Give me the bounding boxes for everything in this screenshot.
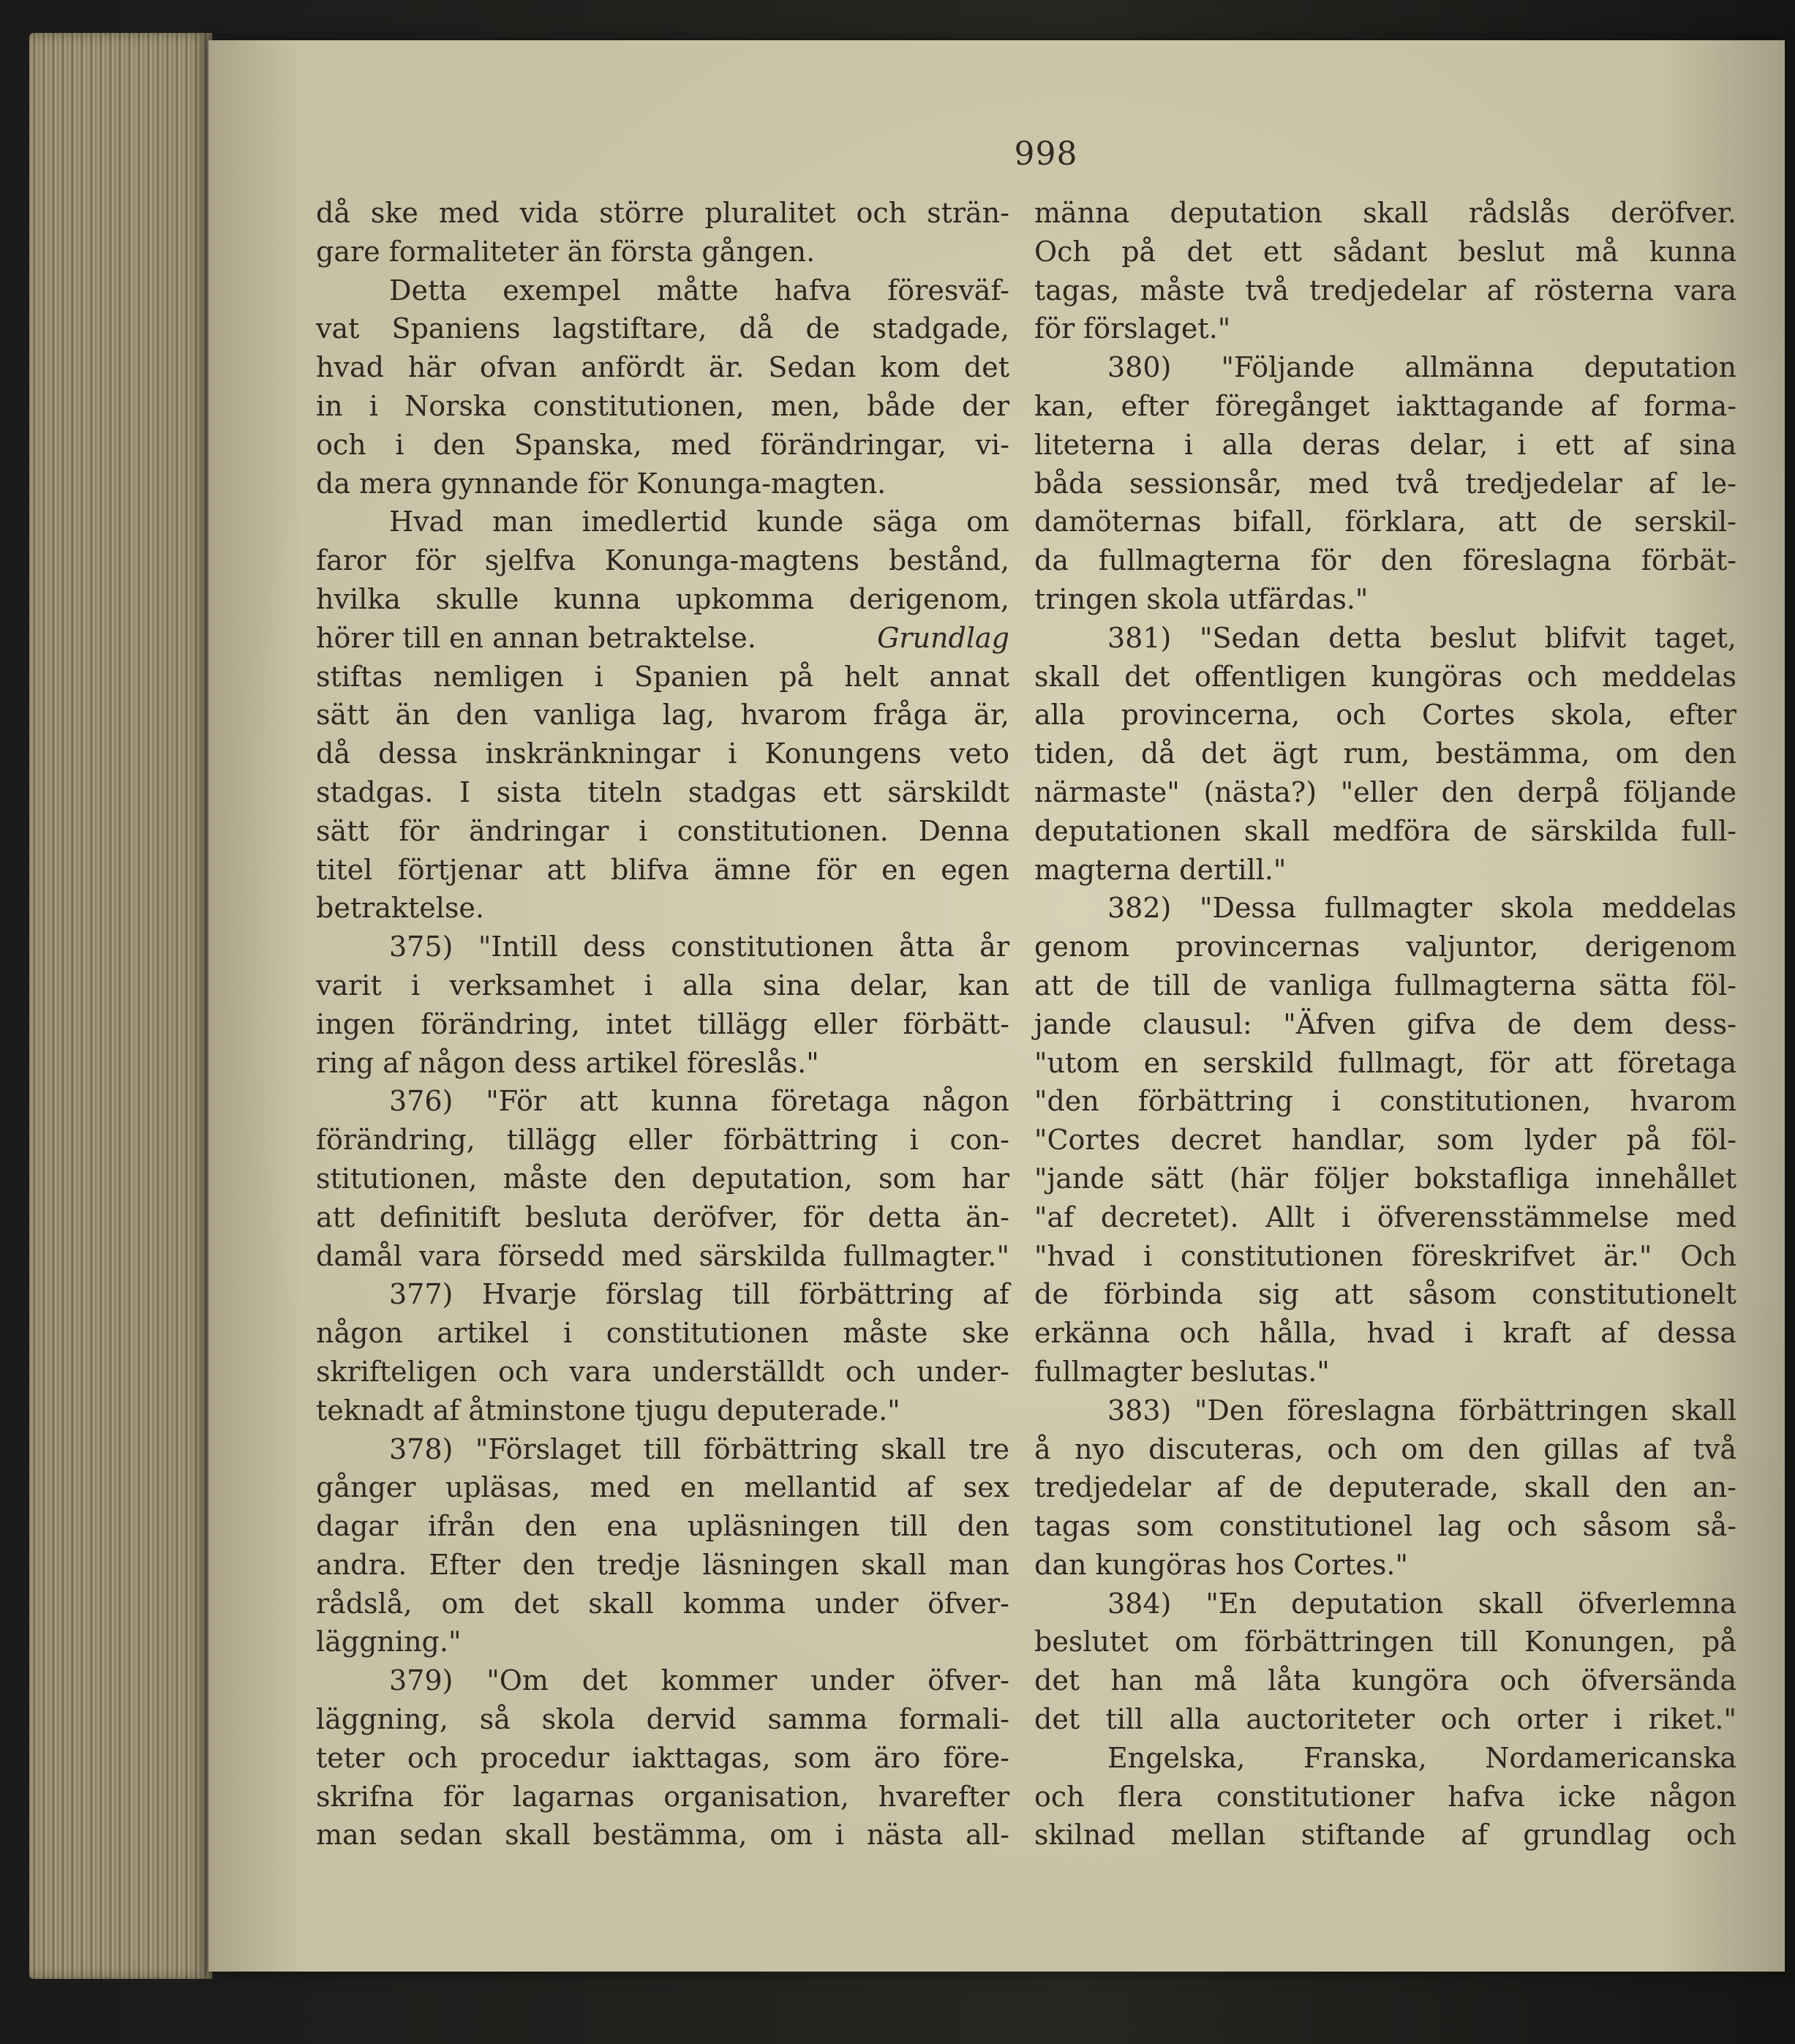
text-line: Och på det ett sådant beslut må kunna <box>1034 235 1736 268</box>
text-line: gånger upläsas, med en mellantid af sex <box>316 1471 1009 1504</box>
text-line: "hvad i constitutionen föreskrifvet är." Och <box>1034 1239 1736 1272</box>
text-line: man sedan skall bestämma, om i nästa all- <box>316 1819 1009 1852</box>
text-line: då dessa inskränkningar i Konungens veto <box>316 737 1009 770</box>
text-line: hvad här ofvan anfördt är. Sedan kom det <box>316 351 1009 384</box>
text-line: andra. Efter den tredje läsningen skall man <box>316 1548 1009 1581</box>
text-line: tiden, då det ägt rum, bestämma, om den <box>1034 737 1736 770</box>
text-line: da mera gynnande för Konunga-magten. <box>316 467 887 500</box>
text-line: sätt för ändringar i constitutionen. Denna <box>316 814 1009 847</box>
text-line: 383) "Den föreslagna förbättringen skall <box>1107 1394 1736 1427</box>
text-line: tagas som constitutionel lag och såsom så- <box>1034 1510 1736 1543</box>
text-line: 377) Hvarje förslag till förbättring af <box>389 1278 1009 1311</box>
book-spine-edge <box>29 33 212 1979</box>
right-text-column <box>1034 194 1736 1855</box>
text-line: dan kungöras hos Cortes." <box>1034 1548 1408 1581</box>
text-line: ingen förändring, intet tillägg eller förbätt- <box>316 1007 1009 1040</box>
text-line: skrifteligen och vara underställdt och under- <box>316 1355 1009 1388</box>
text-line: läggning, så skola dervid samma formali- <box>316 1703 1009 1736</box>
text-line: damål vara försedd med särskilda fullmagter." <box>316 1239 1009 1272</box>
text-line: genom provincernas valjuntor, derigenom <box>1034 931 1736 963</box>
text-line: betraktelse. <box>316 892 484 925</box>
text-line <box>316 619 1009 658</box>
text-line: da fullmagterna för den föreslagna förbät- <box>1034 544 1736 577</box>
text-line: 379) "Om det kommer under öfver- <box>389 1664 1009 1697</box>
text-line: teknadt af åtminstone tjugu deputerade." <box>316 1394 900 1427</box>
text-line: vat Spaniens lagstiftare, då de stadgade, <box>316 312 1009 345</box>
text-line: "den förbättring i constitutionen, hvarom <box>1034 1085 1736 1118</box>
text-line: stitutionen, måste den deputation, som har <box>316 1162 1009 1195</box>
text-line: skrifna för lagarnas organisation, hvarefter <box>316 1780 1009 1813</box>
text-line: båda sessionsår, med två tredjedelar af le- <box>1034 467 1736 500</box>
text-line: 381) "Sedan detta beslut blifvit taget, <box>1107 621 1736 654</box>
text-line: deputationen skall medföra de särskilda full- <box>1034 814 1736 847</box>
text-line: magterna dertill." <box>1034 853 1287 886</box>
text-line: dagar ifrån den ena upläsningen till den <box>316 1510 1009 1543</box>
text-line: rådslå, om det skall komma under öfver- <box>316 1587 1009 1620</box>
text-line: "utom en serskild fullmagt, för att företaga <box>1034 1046 1736 1079</box>
text-line: beslutet om förbättringen till Konungen, på <box>1034 1626 1736 1658</box>
text-line: stadgas. I sista titeln stadgas ett särskildt <box>316 775 1009 808</box>
text-line: å nyo discuteras, och om den gillas af två <box>1034 1432 1736 1465</box>
text-line: 380) "Följande allmänna deputation <box>1107 351 1736 384</box>
text-line: tredjedelar af de deputerade, skall den an- <box>1034 1471 1736 1504</box>
text-line: erkänna och hålla, hvad i kraft af dessa <box>1034 1317 1736 1350</box>
text-line: kan, efter föregånget iakttagande af forma- <box>1034 389 1736 422</box>
text-line: skilnad mellan stiftande af grundlag och <box>1034 1819 1736 1852</box>
text-line: 382) "Dessa fullmagter skola meddelas <box>1107 892 1736 925</box>
text-line: läggning." <box>316 1626 462 1658</box>
text-line: att de till de vanliga fullmagterna sätta föl- <box>1034 969 1736 1002</box>
text-line: och flera constitutioner hafva icke någon <box>1034 1780 1736 1813</box>
text-line: för förslaget." <box>1034 312 1231 345</box>
text-line: damöternas bifall, förklara, att de serskil- <box>1034 506 1736 538</box>
text-line: Engelska, Franska, Nordamericanska <box>1107 1741 1736 1774</box>
text-line: 384) "En deputation skall öfverlemna <box>1107 1587 1736 1620</box>
text-line: faror för sjelfva Konunga-magtens bestånd, <box>316 544 1009 577</box>
text-line: då ske med vida större pluralitet och strän- <box>316 197 1009 229</box>
text-line: någon artikel i constitutionen måste ske <box>316 1317 1009 1350</box>
text-line: 376) "För att kunna företaga någon <box>389 1085 1009 1118</box>
text-line: förändring, tillägg eller förbättring i con- <box>316 1124 1009 1157</box>
text-line: ring af någon dess artikel föreslås." <box>316 1046 819 1079</box>
text-line: sätt än den vanliga lag, hvarom fråga är, <box>316 699 1009 732</box>
text-line: tringen skola utfärdas." <box>1034 582 1369 615</box>
text-line: de förbinda sig att såsom constitutionelt <box>1034 1278 1736 1311</box>
text-line: och i den Spanska, med förändringar, vi- <box>316 428 1009 461</box>
text-line: jande clausul: "Äfven gifva de dem dess- <box>1034 1007 1736 1040</box>
text-line: "jande sätt (här följer bokstafliga innehållet <box>1034 1162 1736 1195</box>
text-line: skall det offentligen kungöras och meddelas <box>1034 660 1736 693</box>
text-line: Hvad man imedlertid kunde säga om <box>389 506 1009 538</box>
text-line: titel förtjenar att blifva ämne för en egen <box>316 853 1009 886</box>
italic-word: Grundlag <box>877 621 1009 654</box>
text-line: gare formaliteter än första gången. <box>316 235 816 268</box>
text-line: 378) "Förslaget till förbättring skall tre <box>389 1432 1009 1465</box>
text-line: in i Norska constitutionen, men, både der <box>316 389 1009 422</box>
text-line: "Cortes decret handlar, som lyder på föl- <box>1034 1124 1736 1157</box>
text-line: 375) "Intill dess constitutionen åtta år <box>389 931 1009 963</box>
text-line: fullmagter beslutas." <box>1034 1355 1330 1388</box>
page-number: 998 <box>1014 135 1078 173</box>
text-line: tagas, måste två tredjedelar af rösterna vara <box>1034 274 1736 307</box>
text-line: stiftas nemligen i Spanien på helt annat <box>316 660 1009 693</box>
text-line: hvilka skulle kunna upkomma derigenom, <box>316 582 1009 615</box>
text-line: närmaste" (nästa?) "eller den derpå följande <box>1034 775 1736 808</box>
text-line: liteterna i alla deras delar, i ett af sina <box>1034 428 1736 461</box>
text-line: varit i verksamhet i alla sina delar, kan <box>316 969 1009 1002</box>
text-line: det till alla auctoriteter och orter i riket." <box>1034 1703 1736 1736</box>
text-line: att definitift besluta deröfver, för detta än- <box>316 1201 1009 1233</box>
text-line: det han må låta kungöra och öfversända <box>1034 1664 1736 1697</box>
text-line: männa deputation skall rådslås deröfver. <box>1034 197 1736 229</box>
text-line: Detta exempel måtte hafva föresväf- <box>389 274 1009 307</box>
text-line: alla provincerna, och Cortes skola, efter <box>1034 699 1736 732</box>
left-text-column <box>316 194 1009 1855</box>
text-line: teter och procedur iakttagas, som äro före- <box>316 1741 1009 1774</box>
text-line: "af decretet). Allt i öfverensstämmelse med <box>1034 1201 1736 1233</box>
text-segment: hörer till en annan betraktelse. <box>316 621 756 654</box>
